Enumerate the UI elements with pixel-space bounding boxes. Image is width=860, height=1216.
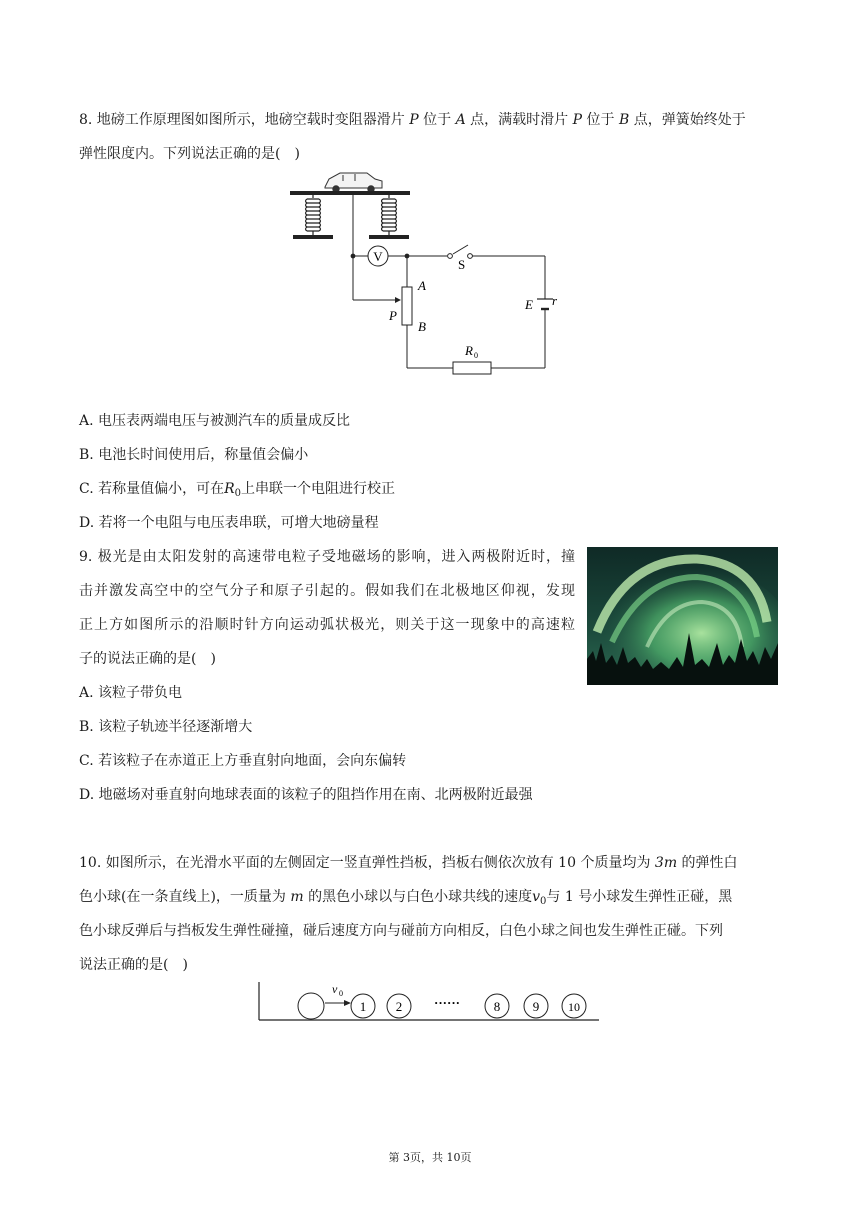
- q8-option-d: D. 若将一个电阻与电压表串联，可增大地磅量程: [79, 515, 379, 531]
- label-r0-sub: 0: [474, 351, 478, 360]
- q9-stem-line: 击并激发高空中的空气分子和原子引起的。假如我们在北极地区仰视，发现: [79, 583, 575, 599]
- q10-var-v-sub: 0: [540, 896, 547, 907]
- q10-stem-line4: 说法正确的是( ): [79, 957, 188, 973]
- q10-number: 10: [558, 855, 576, 871]
- label-p: P: [389, 308, 397, 323]
- q8-stem-text: 点，弹簧始终处于: [633, 112, 746, 128]
- black-ball: [298, 993, 324, 1019]
- label-r: r: [551, 293, 557, 308]
- q8-option-c-text: 上串联一个电阻进行校正: [241, 481, 396, 497]
- label-b: B: [418, 319, 426, 334]
- q8-var-p: P: [409, 112, 419, 128]
- q8-option-c: [79, 479, 395, 504]
- ellipsis-dots: ······: [433, 995, 461, 1010]
- label-a: A: [418, 278, 426, 293]
- q9-stem-line: 正上方如图所示的沿顺时针方向运动弧状极光，则关于这一现象中的高速粒: [79, 617, 575, 633]
- q8-stem-line2: 弹性限度内。下列说法正确的是( ): [79, 146, 300, 162]
- ball-number: 10: [568, 1000, 580, 1014]
- right-spring: [382, 195, 397, 235]
- q8-circuit-diagram: [285, 165, 560, 375]
- q8-stem-text: 点，满载时滑片: [470, 112, 569, 128]
- q8-var-r-sub: 0: [234, 488, 242, 499]
- aurora-photo: [587, 547, 778, 685]
- scale-platform: [290, 191, 410, 195]
- q10-stem-text: 个质量均为: [580, 855, 651, 871]
- left-base: [293, 235, 333, 239]
- ball-number: 9: [532, 999, 540, 1014]
- voltmeter-label: V: [373, 249, 383, 264]
- ball-number: 2: [395, 999, 403, 1014]
- junction-dot: [405, 254, 410, 259]
- q9-stem-line: 子的说法正确的是( ): [79, 651, 216, 667]
- q8-var-a: A: [455, 112, 466, 128]
- q10-stem-text: 与: [546, 889, 561, 905]
- q10-stem-text: 的黑色小球以与白色小球共线的速度: [308, 889, 533, 905]
- q8-var-p: P: [572, 112, 583, 128]
- ball-number: 8: [493, 999, 501, 1014]
- q8-stem-text: 位于: [423, 112, 452, 128]
- car-icon: [325, 173, 382, 192]
- q10-var-3m: 3m: [654, 855, 678, 871]
- switch-label: S: [458, 257, 466, 272]
- q8-option-c-text: C. 若称量值偏小，可在: [79, 481, 225, 497]
- q9-stem-line: 9. 极光是由太阳发射的高速带电粒子受地磁场的影响，进入两极附近时，撞: [79, 549, 575, 565]
- q9-option-c: C. 若该粒子在赤道正上方垂直射向地面，会向东偏转: [79, 753, 407, 769]
- resistor-r0: [453, 362, 491, 374]
- q10-var-m: m: [290, 889, 304, 905]
- switch-contact: [448, 254, 453, 259]
- label-r0: R: [465, 343, 473, 358]
- q8-stem-text: 位于: [586, 112, 615, 128]
- ball-number: 1: [359, 999, 367, 1014]
- q8-stem-text: 8. 地磅工作原理图如图所示，地磅空载时变阻器滑片: [79, 112, 405, 128]
- rheostat: [402, 287, 412, 325]
- q10-stem-text: 色小球(在一条直线上)，一质量为: [79, 889, 286, 905]
- q10-stem-text: 的弹性白: [681, 855, 738, 871]
- q8-option-b: B. 电池长时间使用后，称量值会偏小: [79, 447, 309, 463]
- q10-stem-text: 10. 如图所示，在光滑水平面的左侧固定一竖直弹性挡板，挡板右侧依次放有: [79, 855, 554, 871]
- q10-var-v: v: [532, 889, 541, 905]
- page-footer: 第 3页，共 10页: [388, 1151, 472, 1164]
- q10-collision-diagram: [255, 980, 603, 1025]
- v0-label: v: [332, 982, 338, 996]
- q9-option-d: D. 地磁场对垂直射向地球表面的该粒子的阻挡作用在南、北两极附近最强: [79, 787, 533, 803]
- right-base: [369, 235, 409, 239]
- velocity-arrowhead: [344, 1000, 351, 1006]
- left-spring: [306, 195, 321, 235]
- q10-number: 1: [564, 889, 574, 905]
- q9-option-a: A. 该粒子带负电: [79, 685, 183, 701]
- q10-stem-line3: 色小球反弹后与挡板发生弹性碰撞，碰后速度方向与碰前方向相反，白色小球之间也发生弹性正碰。下列: [79, 923, 723, 939]
- label-e: E: [525, 297, 533, 312]
- q8-var-b: B: [618, 112, 630, 128]
- q9-option-b: B. 该粒子轨迹半径逐渐增大: [79, 719, 253, 735]
- switch-contact: [468, 254, 473, 259]
- q8-option-a: A. 电压表两端电压与被测汽车的质量成反比: [79, 413, 351, 429]
- q8-stem-line1: [79, 110, 746, 130]
- q10-stem-line1: [79, 853, 738, 873]
- v0-sub-label: 0: [339, 989, 343, 998]
- q10-stem-text: 号小球发生弹性正碰，黑: [578, 889, 733, 905]
- q10-stem-line2: [79, 887, 732, 912]
- q8-var-r: R: [224, 481, 235, 497]
- junction-dot: [351, 254, 356, 259]
- slider-arrow: [395, 297, 401, 303]
